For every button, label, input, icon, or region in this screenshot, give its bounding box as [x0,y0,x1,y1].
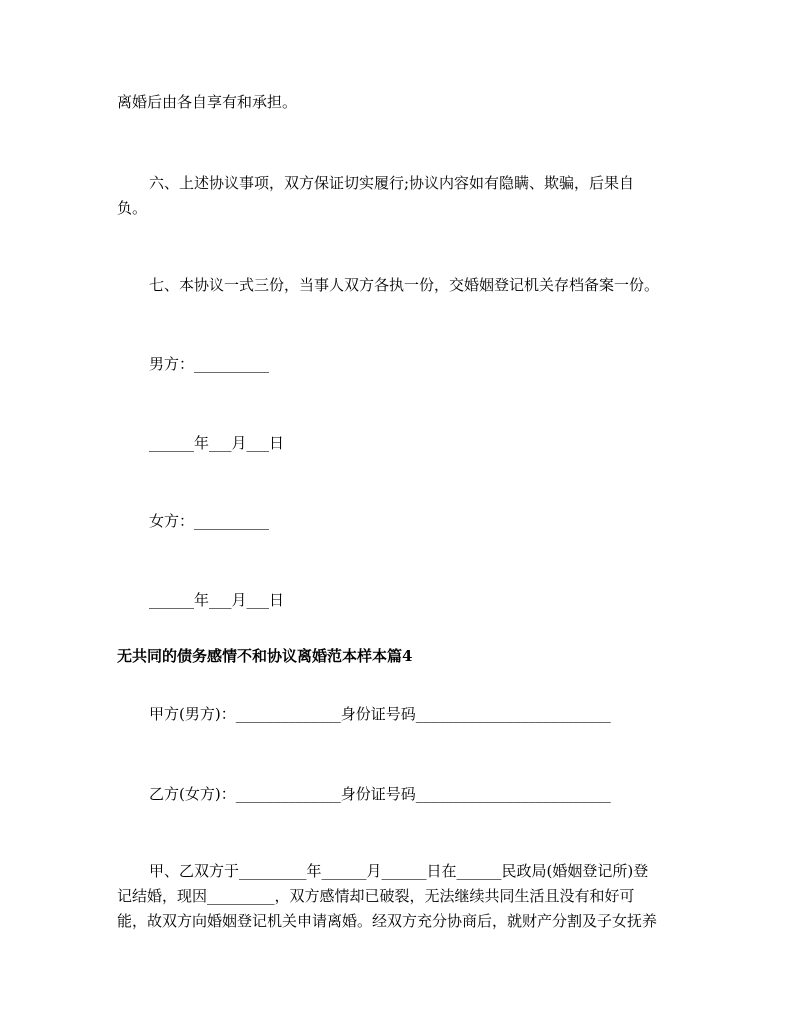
intro-paragraph-line-2: 记结婚，现因_________，双方感情却已破裂，无法继续共同生活且没有和好可 [117,887,635,905]
party-b-line: 乙方(女方)：______________身份证号码__________________________ [149,785,611,803]
paragraph-7: 七、本协议一式三份，当事人双方各执一份，交婚姻登记机关存档备案一份。 [149,276,660,294]
intro-paragraph-line-3: 能，故双方向婚姻登记机关申请离婚。经双方充分协商后，就财产分割及子女抚养 [117,912,658,930]
male-date: ______年___月___日 [149,434,285,452]
male-signature: 男方：__________ [149,355,270,373]
paragraph-5-end: 离婚后由各自享有和承担。 [117,93,298,111]
party-a-line: 甲方(男方)：______________身份证号码__________________________ [149,705,611,723]
paragraph-6-line-1: 六、上述协议事项，双方保证切实履行;协议内容如有隐瞒、欺骗，后果自 [149,174,635,192]
female-signature: 女方：__________ [149,512,270,530]
paragraph-6-line-2: 负。 [117,199,148,217]
female-date: ______年___月___日 [149,591,285,609]
section-heading: 无共同的债务感情不和协议离婚范本样本篇4 [117,647,413,665]
intro-paragraph-line-1: 甲、乙双方于_________年______月______日在______民政局(婚姻登记所)登 [149,862,649,880]
